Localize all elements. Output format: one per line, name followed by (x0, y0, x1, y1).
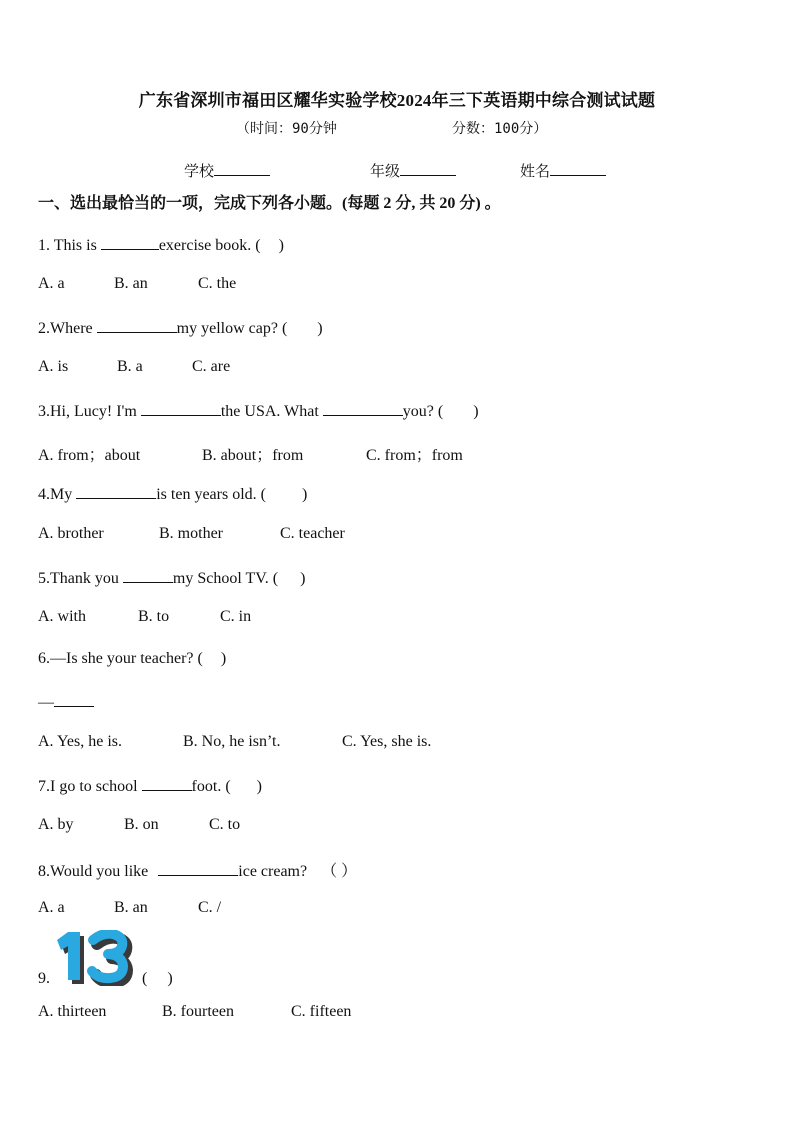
question-text: 3.Hi, Lucy! I'm (38, 403, 141, 420)
option-2a: A. is (38, 358, 69, 375)
option-9a: A. thirteen (38, 1003, 107, 1020)
number-13-picture (52, 930, 136, 986)
option-1a: A. a (38, 275, 65, 292)
question-3 (38, 400, 479, 421)
exam-score: 分数：100分） (452, 121, 548, 137)
option-5a: A. with (38, 608, 86, 625)
question-1 (38, 234, 284, 255)
answer-blank (158, 860, 238, 876)
option-7b: B. on (124, 816, 159, 833)
question-text: foot. ( (191, 778, 231, 795)
option-9c: C. fifteen (291, 1003, 352, 1020)
option-6c: C. Yes, she is. (342, 733, 432, 750)
answer-blank (123, 567, 173, 583)
option-2b: B. a (117, 358, 143, 375)
option-8a: A. a (38, 899, 65, 916)
option-3b: B. about；from (202, 447, 304, 464)
option-1c: C. the (198, 275, 237, 292)
option-2c: C. are (192, 358, 231, 375)
option-3c: C. from；from (366, 447, 463, 464)
digit-one-shape (57, 932, 80, 980)
answer-dash: — (38, 694, 54, 711)
question-text: is ten years old. ( (156, 486, 266, 503)
answer-blank (54, 691, 94, 707)
question-text: exercise book. ( (158, 237, 261, 254)
question-9-number: 9. (38, 970, 50, 987)
question-text: 1. This is (38, 237, 101, 254)
question-text: my School TV. ( (172, 570, 279, 587)
exam-time: （时间：90分钟 (236, 121, 337, 137)
exam-title: 广东省深圳市福田区耀华实验学校2024年三下英语期中综合测试试题 (138, 91, 656, 110)
question-7 (38, 775, 262, 796)
question-text: 8.Would you like (38, 863, 153, 880)
question-text: 6.—Is she your teacher? ( (38, 650, 203, 667)
question-paren-close: ) (167, 970, 173, 987)
question-paren: ) (301, 486, 308, 503)
grade-blank (400, 160, 456, 176)
grade-field (370, 160, 456, 181)
option-4c: C. teacher (280, 525, 345, 542)
question-paren: ) (300, 570, 306, 587)
question-paren: ) (256, 778, 262, 795)
name-label: 姓名 (520, 164, 551, 180)
question-text: 5.Thank you (38, 570, 123, 587)
question-text: 2.Where (38, 320, 97, 337)
school-label: 学校 (184, 164, 215, 180)
question-text: you? ( (402, 403, 444, 420)
question-paren: ) (220, 650, 227, 667)
question-text: my yellow cap? ( (176, 320, 288, 337)
question-5 (38, 567, 305, 588)
option-5b: B. to (138, 608, 170, 625)
question-6-answer-line (38, 691, 94, 712)
question-2 (38, 317, 323, 338)
option-8b: B. an (114, 899, 148, 916)
option-7c: C. to (209, 816, 241, 833)
answer-blank (141, 400, 221, 416)
option-9b: B. fourteen (162, 1003, 234, 1020)
name-blank (550, 160, 606, 176)
option-5c: C. in (220, 608, 252, 625)
option-6a: A. Yes, he is. (38, 733, 123, 750)
option-1b: B. an (114, 275, 148, 292)
question-6 (38, 650, 226, 668)
question-paren: （ ） (321, 863, 358, 880)
answer-blank (101, 234, 159, 250)
number-13-graphic (52, 930, 136, 986)
name-field (520, 160, 606, 181)
question-text: the USA. What (220, 403, 323, 420)
question-paren-open: ( (142, 970, 148, 987)
question-paren: ) (278, 237, 284, 254)
question-8 (38, 858, 357, 881)
question-paren: ) (317, 320, 323, 337)
question-text: 4.My (38, 486, 77, 503)
option-8c: C. / (198, 899, 222, 916)
option-4a: A. brother (38, 525, 104, 542)
question-text: 7.I go to school (38, 778, 142, 795)
question-text: ice cream? (238, 863, 308, 880)
option-4b: B. mother (159, 525, 223, 542)
option-6b: B. No, he isn’t. (183, 733, 281, 750)
answer-blank (97, 317, 177, 333)
answer-blank (142, 775, 192, 791)
school-blank (214, 160, 270, 176)
option-3a: A. from；about (38, 447, 141, 464)
section-heading: 一、选出最恰当的一项，完成下列各小题。(每题 2 分, 共 20 分) 。 (38, 195, 501, 212)
question-paren: ) (473, 403, 479, 420)
answer-blank (323, 400, 403, 416)
option-7a: A. by (38, 816, 74, 833)
grade-label: 年级 (370, 164, 401, 180)
answer-blank (76, 483, 156, 499)
question-4 (38, 483, 307, 504)
school-field (184, 160, 270, 181)
question-9-paren (142, 970, 173, 988)
